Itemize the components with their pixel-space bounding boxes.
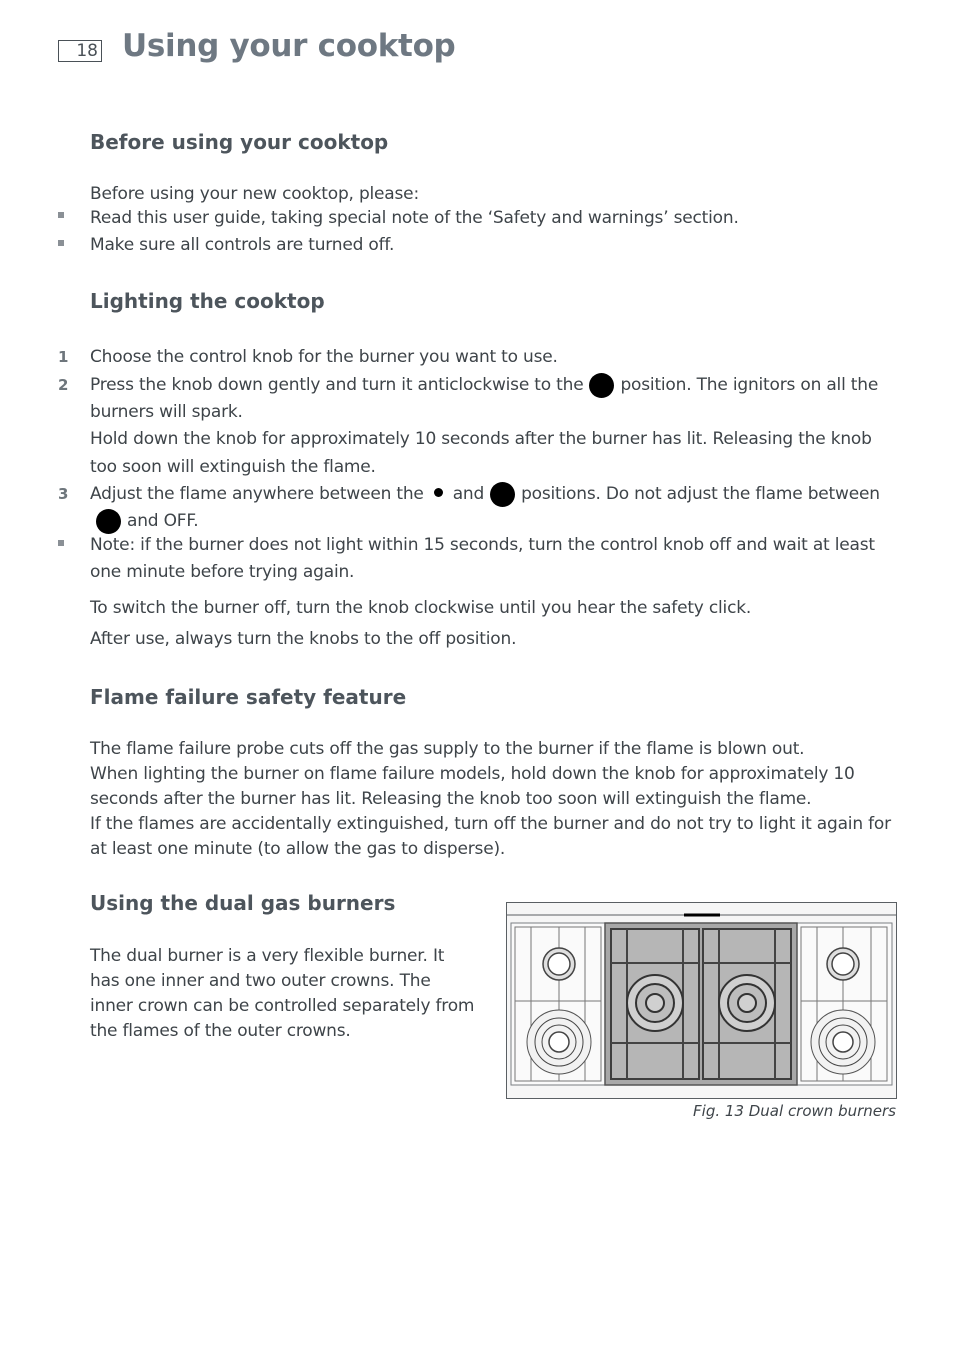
step-3-line-1 xyxy=(90,481,880,507)
bullet-icon xyxy=(58,212,64,218)
step-number: 2 xyxy=(58,376,69,394)
step-2-line-3: Hold down the knob for approximately 10 seconds after the burner has lit. Releasing the knob xyxy=(90,429,872,449)
list-item: Read this user guide, taking special note of the ‘Safety and warnings’ section. xyxy=(90,208,739,228)
step-3-text-a: Adjust the flame anywhere between the xyxy=(90,484,424,504)
knob-high-position-icon xyxy=(490,482,515,507)
knob-high-position-icon xyxy=(589,373,614,398)
flame-line: The flame failure probe cuts off the gas supply to the burner if the flame is blown out. xyxy=(90,739,805,759)
step-2-line-2: burners will spark. xyxy=(90,402,243,422)
knob-high-position-icon xyxy=(96,509,121,534)
bullet-icon xyxy=(58,540,64,546)
bullet-icon xyxy=(58,240,64,246)
page-number: 18 xyxy=(58,40,102,62)
after-use-text: After use, always turn the knobs to the off position. xyxy=(90,629,517,649)
step-1-text: Choose the control knob for the burner you want to use. xyxy=(90,347,558,367)
switch-off-text: To switch the burner off, turn the knob clockwise until you hear the safety click. xyxy=(90,598,752,618)
step-number: 1 xyxy=(58,348,69,366)
before-intro: Before using your new cooktop, please: xyxy=(90,184,419,204)
cooktop-diagram xyxy=(507,903,896,1098)
cooktop-figure xyxy=(506,902,897,1099)
step-3-text-c: and OFF. xyxy=(127,511,199,531)
dual-burner-right xyxy=(719,975,775,1031)
section-heading-dual-burners: Using the dual gas burners xyxy=(90,891,396,915)
figure-caption: Fig. 13 Dual crown burners xyxy=(693,1102,896,1120)
step-2-text-b: position. The ignitors on all the xyxy=(620,375,879,395)
flame-line: When lighting the burner on flame failure models, hold down the knob for approximately 10 xyxy=(90,764,855,784)
dual-line: inner crown can be controlled separately from xyxy=(90,996,475,1016)
page-title: Using your cooktop xyxy=(122,28,456,64)
step-number: 3 xyxy=(58,485,69,503)
step-2-line-1 xyxy=(90,372,878,398)
knob-low-position-icon xyxy=(434,488,443,497)
flame-line: at least one minute (to allow the gas to disperse). xyxy=(90,839,506,859)
section-heading-flame-failure: Flame failure safety feature xyxy=(90,685,407,709)
dual-line: The dual burner is a very flexible burner. It xyxy=(90,946,445,966)
list-item: Make sure all controls are turned off. xyxy=(90,235,395,255)
note-line-1: Note: if the burner does not light within 15 seconds, turn the control knob off and wait at least xyxy=(90,535,875,555)
step-3-line-2 xyxy=(96,508,198,534)
section-heading-lighting: Lighting the cooktop xyxy=(90,289,325,313)
section-heading-before-using: Before using your cooktop xyxy=(90,130,389,154)
note-line-2: one minute before trying again. xyxy=(90,562,355,582)
flame-line: seconds after the burner has lit. Releasing the knob too soon will extinguish the flame. xyxy=(90,789,812,809)
step-3-text-b: positions. Do not adjust the flame between xyxy=(521,484,880,504)
step-2-text-a: Press the knob down gently and turn it anticlockwise to the xyxy=(90,375,584,395)
flame-line: If the flames are accidentally extinguished, turn off the burner and do not try to light it again for xyxy=(90,814,891,834)
dual-line: has one inner and two outer crowns. The xyxy=(90,971,431,991)
step-3-and: and xyxy=(452,484,485,504)
dual-burner-left xyxy=(627,975,683,1031)
dual-line: the flames of the outer crowns. xyxy=(90,1021,351,1041)
step-2-line-4: too soon will extinguish the flame. xyxy=(90,457,376,477)
